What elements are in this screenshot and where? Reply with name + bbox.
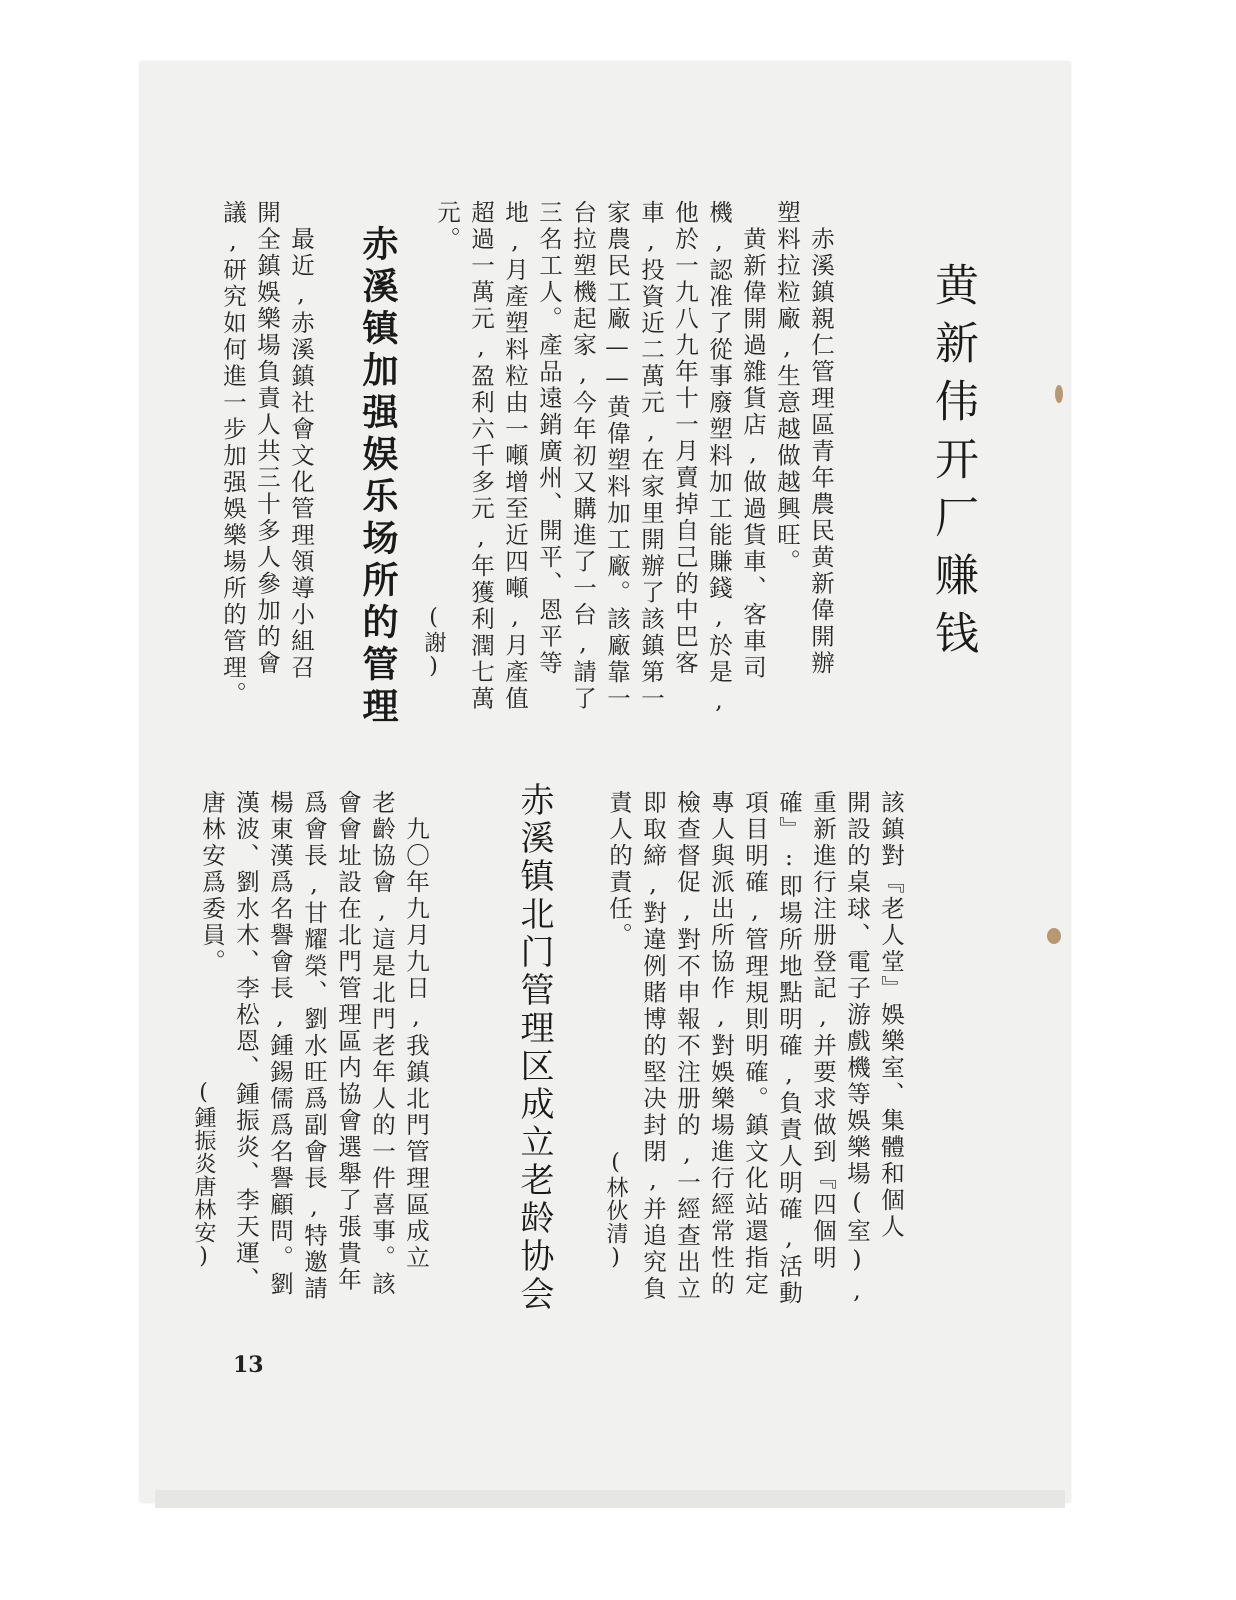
article-title-entertainment-management: 赤溪镇加强娱乐场所的管理	[357, 225, 398, 729]
stain-mark	[1047, 928, 1061, 944]
author-xie: (謝)	[421, 605, 446, 680]
stain-mark	[1055, 385, 1063, 403]
page-number: 13	[233, 1352, 264, 1378]
article-title-elderly-association: 赤溪镇北门管理区成立老龄协会	[514, 782, 554, 1314]
article-body-entertainment-management: 最近,赤溪鎮社會文化管理領導小組召 開全鎮娛樂場負責人共三十多人參加的會 議,研究如何進一步加强娛樂場所的管理。	[219, 200, 315, 708]
article-body-huang-xinwei: 赤溪鎮親仁管理區青年農民黄新偉開辦 塑料拉粒廠,生意越做越興旺。 黄新偉開過雜貨店,做過貨車、客車司 機,認准了從事廢塑料加工能賺錢,於是, 他於一九八九年十一月賣掉自己的中巴客 車,投資近二萬元,在家里開辦了該鎮第一 家農民工廠——黄偉塑料加工廠。該廠靠一 台拉塑機起家,今年初又購進了一台,請了 三名工人。產品遠銷廣州、開平、恩平等 地,月產塑料粒由一噸增至近四噸,月產值 超過一萬元,盈利六千多元,年獲利潤七萬 元。	[433, 200, 835, 717]
article-body-elderly-association: 九〇年九月九日,我鎮北門管理區成立 老齡協會,這是北門老年人的一件喜事。該 會會址設在北門管理區内協會選舉了張貴年 爲會長,甘耀榮、劉水旺爲副會長,特邀請 楊東漢爲名譽會長,鍾錫儒爲名譽顧問。劉 漢波、劉水木、李松恩、鍾振炎、李天運、 唐林安爲委員。	[198, 790, 430, 1303]
author-lin-huoqing: (林伙清)	[603, 1150, 628, 1271]
article-body-entertainment-management-continued: 該鎮對『老人堂』娛樂室、集體和個人 開設的桌球、電子游戲機等娛樂場(室), 重新進行注册登記,并要求做到『四個明 確』:即場所地點明確,負責人明確,活動 項目明確,管理規則明確。鎮文化站還指定 專人與派出所協作,對娛樂場進行經常性的 檢查督促,對不申報不注册的,一經查出立 即取締,對違例賭博的堅决封閉,并追究負 責人的責任。	[605, 790, 905, 1307]
author-zhong-zhenyan-tang-linan: (鍾振炎唐林安)	[191, 1080, 216, 1270]
page-edge	[155, 1490, 1065, 1508]
article-title-huang-xinwei: 黄新伟开厂赚钱	[927, 262, 978, 668]
